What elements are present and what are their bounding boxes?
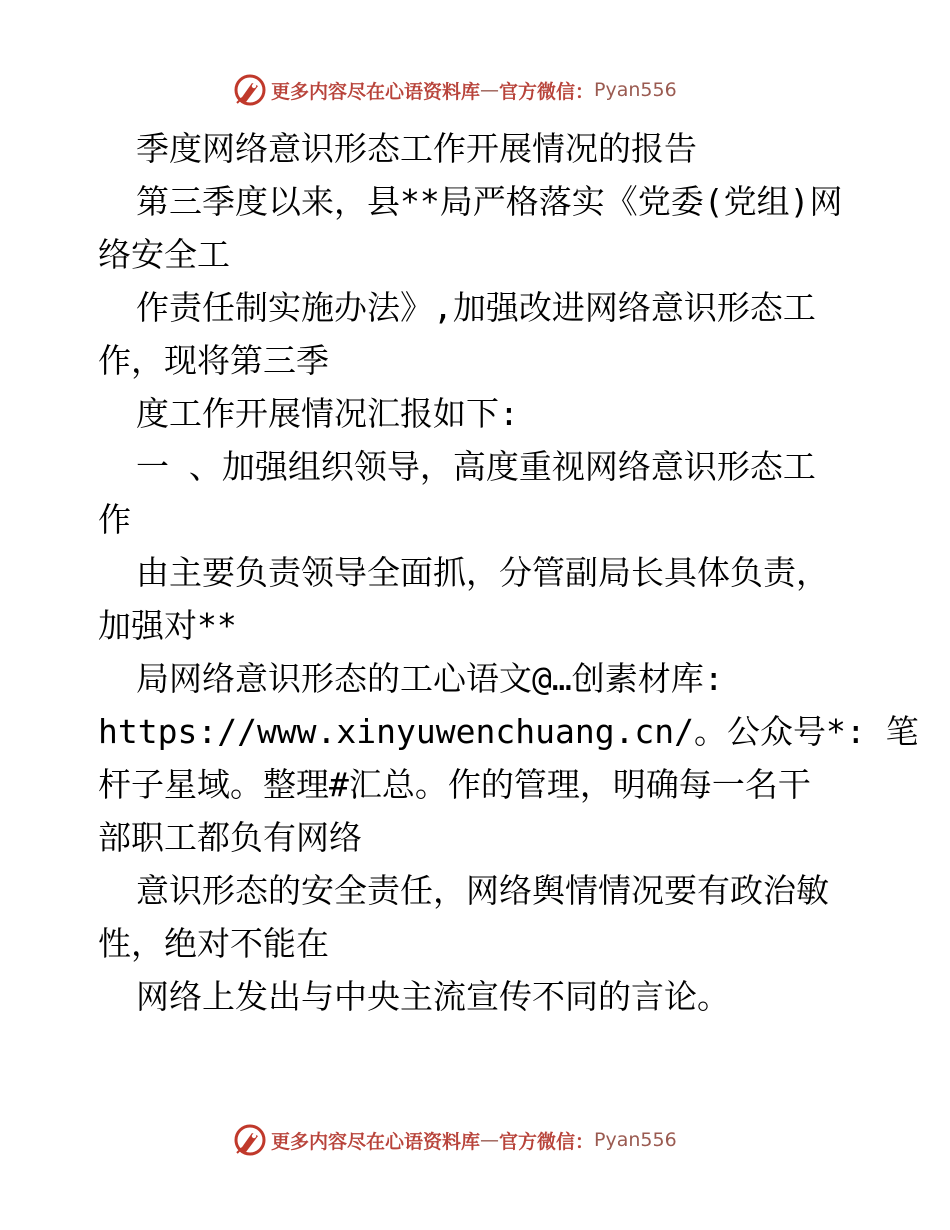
pen-nib-logo-icon bbox=[233, 1123, 267, 1157]
pen-nib-logo-icon bbox=[233, 73, 267, 107]
watermark-official-label: 官方微信： bbox=[499, 1130, 595, 1153]
document-line: 局网络意识形态的工心语文@…创素材库: bbox=[136, 659, 724, 698]
document-line: 部职工都负有网络 bbox=[98, 818, 362, 857]
document-line: 季度网络意识形态工作开展情况的报告 bbox=[136, 129, 697, 168]
document-line: 作 bbox=[98, 500, 131, 539]
document-line: 性，绝对不能在 bbox=[98, 924, 329, 963]
document-line: 一 、加强组织领导，高度重视网络意识形态工 bbox=[136, 447, 816, 486]
watermark-dash: — bbox=[480, 79, 500, 101]
document-line: 由主要负责领导全面抓，分管副局长具体负责， bbox=[136, 553, 829, 592]
document-line: https://www.xinyuwenchuang.cn/。公众号*: 笔 bbox=[98, 712, 919, 751]
document-line: 作责任制实施办法》,加强改进网络意识形态工 bbox=[136, 288, 816, 327]
footer-watermark bbox=[233, 1120, 677, 1160]
document-line: 第三季度以来，县**局严格落实《党委(党组)网 bbox=[136, 182, 843, 221]
document-line: 络安全工 bbox=[98, 235, 230, 274]
document-line: 网络上发出与中央主流宣传不同的言论。 bbox=[136, 977, 730, 1016]
watermark-official-label: 官方微信： bbox=[499, 80, 595, 103]
document-line: 意识形态的安全责任，网络舆情情况要有政治敏 bbox=[136, 871, 829, 910]
watermark-wechat-id: Pyan556 bbox=[594, 79, 677, 101]
document-line: 杆子星域。整理#汇总。作的管理，明确每一名干 bbox=[98, 765, 811, 804]
header-watermark bbox=[233, 70, 677, 110]
watermark-brand-text: 更多内容尽在心语资料库 bbox=[271, 1130, 481, 1153]
watermark-dash: — bbox=[480, 1129, 500, 1151]
document-body bbox=[98, 122, 919, 1023]
watermark-wechat-id: Pyan556 bbox=[594, 1129, 677, 1151]
document-line: 度工作开展情况汇报如下: bbox=[136, 394, 519, 433]
document-line: 加强对** bbox=[98, 606, 237, 645]
watermark-brand-text: 更多内容尽在心语资料库 bbox=[271, 80, 481, 103]
document-line: 作，现将第三季 bbox=[98, 341, 329, 380]
